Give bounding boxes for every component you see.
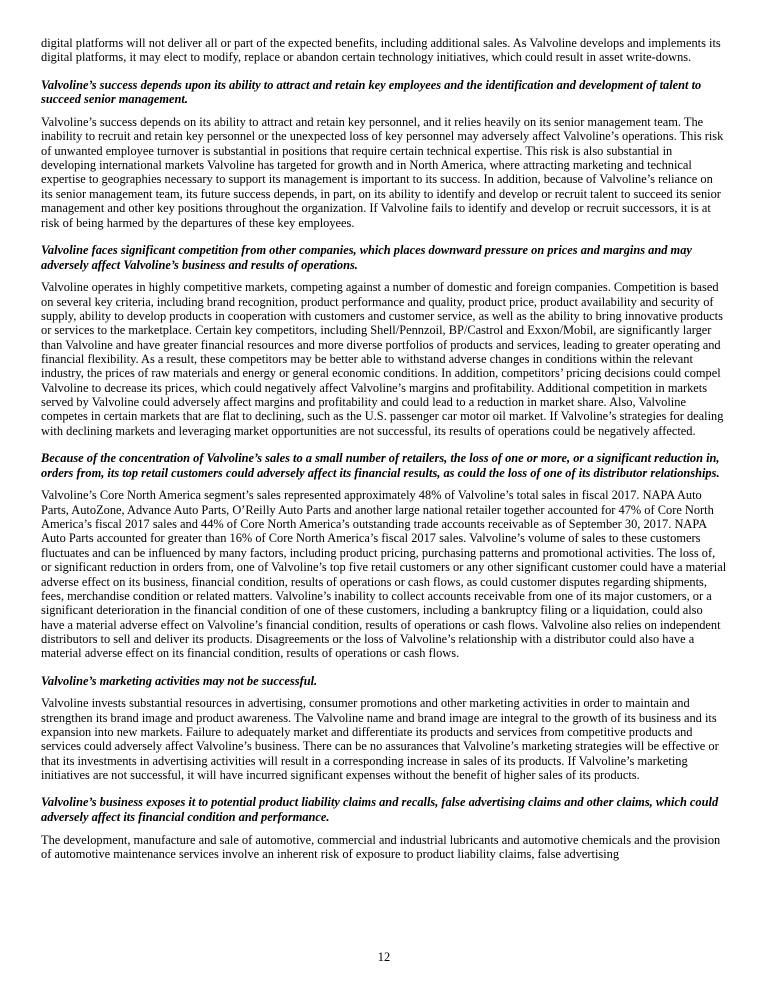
paragraph-key-employees: Valvoline’s success depends on its ability to attract and retain key personnel, and it relies heavily on its senior management team. The inability to recruit and retain key personnel or the unexpected loss of key personnel may adversely affect Valvoline’s operations. This risk of unwanted employee turnover is substantial in positions that require certain technical expertise. This risk is also substantial in developing international markets Valvoline has targeted for growth and in North America, where attracting marketing and technical expertise to geographies necessary to support its management is important to its success. In addition, because of Valvoline’s reliance on its senior management team, its future success depends, in part, on its ability to identify and develop or recruit talent to succeed its senior management and other key positions throughout the organization. If Valvoline fails to identify and develop or recruit successors, it is at risk of being harmed by the departures of these key employees.	[41, 115, 724, 230]
risk-heading-product-liability: Valvoline’s business exposes it to potential product liability claims and recalls, false advertising claims and other claims, which could adversely affect its financial condition and performance.	[41, 795, 719, 825]
risk-heading-marketing: Valvoline’s marketing activities may not be successful.	[41, 673, 318, 688]
risk-heading-key-employees: Valvoline’s success depends upon its ability to attract and retain key employees and the identification and development of talent to succeed senior management.	[41, 77, 702, 107]
paragraph-marketing: Valvoline invests substantial resources in advertising, consumer promotions and other marketing activities in order to maintain and strengthen its brand image and product awareness. The Valvoline name and brand image are integral to the growth of its business and its expansion into new markets. Failure to adequately market and differentiate its products and services from competitive products and services could adversely affect Valvoline’s business. There can be no assurances that Valvoline’s marketing strategies will be effective or that its investments in advertising activities will result in a corresponding increase in sales of its products. If Valvoline’s marketing initiatives are not successful, it will have incurred significant expenses without the benefit of higher sales of its products.	[41, 696, 719, 782]
paragraph-competition: Valvoline operates in highly competitive markets, competing against a number of domestic and foreign companies. Competition is based on several key criteria, including brand recognition, product performance and quality, product price, product availability and security of supply, ability to develop products in cooperation with customers and customer service, as well as the ability to bring innovative products or services to the marketplace. Certain key competitors, including Shell/Pennzoil, BP/Castrol and Exxon/Mobil, are significantly larger than Valvoline and have greater financial resources and more diverse portfolios of products and services, leading to greater operating and financial flexibility. As a result, these competitors may be better able to withstand adverse changes in conditions within the relevant industry, the prices of raw materials and energy or general economic conditions. In addition, competitors’ pricing decisions could compel Valvoline to decrease its prices, which could negatively affect Valvoline’s margins and profitability. Additional competition in markets served by Valvoline could adversely affect margins and profitability and could lead to a reduction in market share. Also, Valvoline competes in certain markets that are flat to declining, such as the U.S. passenger car motor oil market. If Valvoline’s strategies for dealing with declining markets and leveraging market opportunities are not successful, its results of operations could be negatively affected.	[41, 280, 724, 438]
paragraph-customer-concentration: Valvoline’s Core North America segment’s sales represented approximately 48% of Valvoline’s total sales in fiscal 2017. NAPA Auto Parts, AutoZone, Advance Auto Parts, O’Reilly Auto Parts and another large national retailer together accounted for 47% of Core North America’s fiscal 2017 sales and 44% of Core North America’s outstanding trade accounts receivable as of September 30, 2017. NAPA Auto Parts accounted for greater than 16% of Core North America’s fiscal 2017 sales. Valvoline’s volume of sales to these customers fluctuates and can be influenced by many factors, including product pricing, purchasing patterns and promotional activities. The loss of, or significant reduction in orders from, one of Valvoline’s top five retail customers or any other significant customer could have a material adverse effect on its business, financial condition, results of operations or cash flows, as could customer disputes regarding shipments, fees, merchandise condition or related matters. Valvoline’s inability to collect accounts receivable from one of its major customers, or a significant deterioration in the financial condition of one of these customers, including a bankruptcy filing or a liquidation, could also have a material adverse effect on Valvoline’s financial condition, results of operations or cash flows. Valvoline also relies on independent distributors to sell and deliver its products. Disagreements or the loss of Valvoline’s relationship with a distributor could also have a material adverse effect on its financial condition, results of operations or cash flows.	[41, 488, 727, 661]
page-number: 12	[377, 950, 391, 964]
paragraph-product-liability: The development, manufacture and sale of automotive, commercial and industrial lubricants and automotive chemicals and the provision of automotive maintenance services involve an inherent risk of exposure to product liability claims, false advertising	[41, 832, 721, 862]
risk-heading-competition: Valvoline faces significant competition from other companies, which places downward pressure on prices and margins and may adversely affect Valvoline’s business and results of operations.	[41, 242, 692, 272]
risk-heading-customer-concentration: Because of the concentration of Valvoline’s sales to a small number of retailers, the loss of one or more, or a significant reduction in, orders from, its top retail customers could adversely affect its financial results, as could the loss of one of its distributor relationships.	[41, 451, 720, 480]
continued-paragraph-digital-platforms: digital platforms will not deliver all or part of the expected benefits, including additional sales. As Valvoline develops and implements its digital platforms, it may elect to modify, replace or abandon certain technology initiatives, which could result in asset write-downs.	[41, 36, 721, 65]
